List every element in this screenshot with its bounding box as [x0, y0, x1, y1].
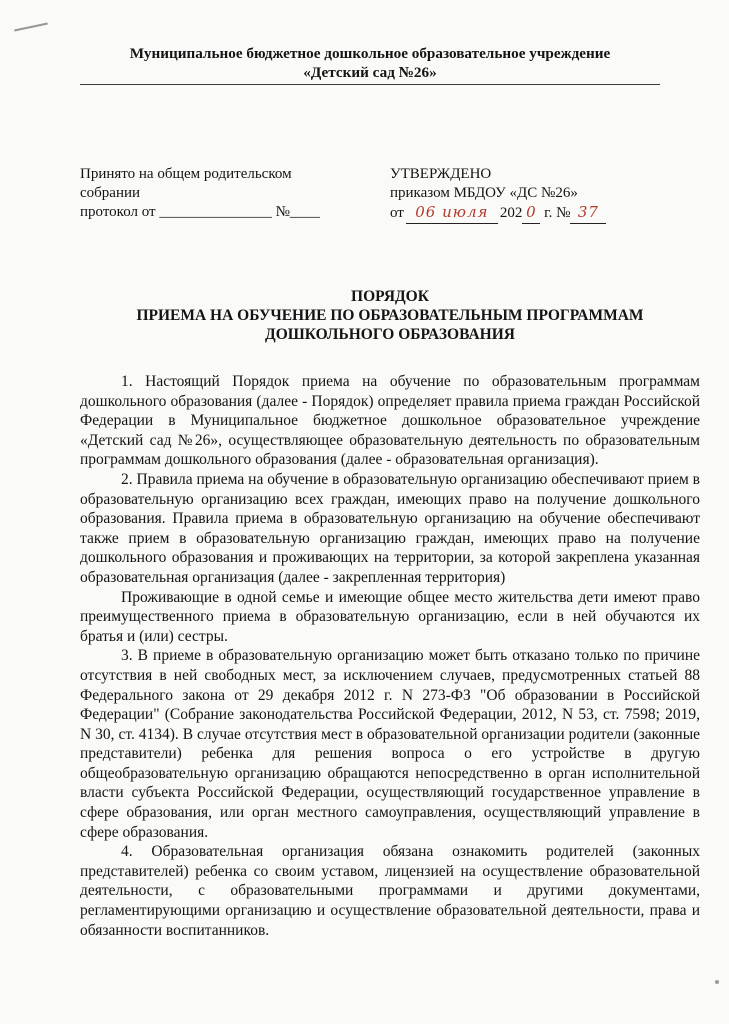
paragraph-1: 1. Настоящий Порядок приема на обучение по образовательным программам дошкольного образования (далее - Порядок) определяет правила приема граждан Российской Федерации в Муниципальное бюджетное дошкольное образовательное учреждение «Детский сад №26», осуществляющее образовательную деятельность по образовательным программам дошкольного образования (далее - образовательная организация). — [80, 373, 700, 469]
scan-pen-mark — [14, 22, 48, 31]
header-line-1: Муниципальное бюджетное дошкольное образовательное учреждение — [129, 45, 611, 62]
institution-header — [80, 44, 660, 82]
header-line-2: «Детский сад №26» — [303, 64, 437, 81]
paragraph-4: 4. Образовательная организация обязана ознакомить родителей (законных представителей) ребенка со своим уставом, лицензией на осуществление образовательной деятельности, с образовательными программами и другими документами, регламентирующими организацию и осуществление образовательной деятельности, права и обязанности воспитанников. — [80, 843, 700, 939]
accepted-line-2: собрании — [80, 185, 141, 201]
accepted-protocol-line: протокол от _______________ №____ — [80, 204, 320, 220]
accepted-block — [80, 165, 370, 222]
handwritten-date: 06 июля — [415, 203, 489, 221]
approved-order-line: приказом МБДОУ «ДС №26» — [390, 185, 578, 201]
approved-heading: УТВЕРЖДЕНО — [390, 166, 492, 182]
approved-year-suffix: г. № — [540, 205, 571, 221]
document-title — [80, 287, 700, 344]
scan-speck — [715, 980, 719, 984]
title-line-3: ДОШКОЛЬНОГО ОБРАЗОВАНИЯ — [265, 326, 515, 343]
accepted-line-1: Принято на общем родительском — [80, 166, 292, 182]
header-divider — [80, 84, 660, 85]
paragraph-2-continuation: Проживающие в одной семье и имеющие общее место жительства дети имеют право преимущественного приема в образовательную организацию, если в ней обучаются их братья и (или) сестры. — [80, 588, 700, 645]
approved-date-line — [390, 203, 690, 224]
document-body — [80, 372, 700, 940]
paragraph-2: 2. Правила приема на обучение в образовательную организацию обеспечивают прием в образовательную организацию всех граждан, имеющих право на получение дошкольного образования. Правила приема в образовательную организацию на обучение обеспечивают также прием в образовательную организацию граждан, имеющих право на получение дошкольного образования и проживающих на территории, за которой закреплена указанная образовательная организация (далее - закрепленная территория) — [80, 470, 700, 586]
title-line-1: ПОРЯДОК — [351, 288, 429, 305]
paragraph-3: 3. В приеме в образовательную организацию может быть отказано только по причине отсутствия в ней свободных мест, за исключением случаев, предусмотренных статьей 88 Федерального закона от 29 декабря 2012 г. N 273-ФЗ "Об образовании в Российской Федерации" (Собрание законодательства Российской Федерации, 2012, N 53, ст. 7598; 2019, N 30, ст. 4134). В случае отсутствия мест в образовательной организации родители (законные представители) ребенка для решения вопроса о его устройстве в другую общеобразовательную организацию обращаются непосредственно в орган исполнительной власти субъекта Российской Федерации, осуществляющий государственное управление в сфере образования, или орган местного самоуправления, осуществляющий управление в сфере образования. — [80, 647, 700, 841]
handwritten-order-number: 37 — [577, 203, 599, 221]
approved-from-prefix: от — [390, 205, 404, 221]
handwritten-year-digit: 0 — [526, 203, 537, 221]
title-line-2: ПРИЕМА НА ОБУЧЕНИЕ ПО ОБРАЗОВАТЕЛЬНЫМ ПРОГРАММАМ — [136, 307, 644, 324]
approved-year-prefix: 202 — [499, 205, 523, 221]
approved-block — [390, 165, 690, 224]
